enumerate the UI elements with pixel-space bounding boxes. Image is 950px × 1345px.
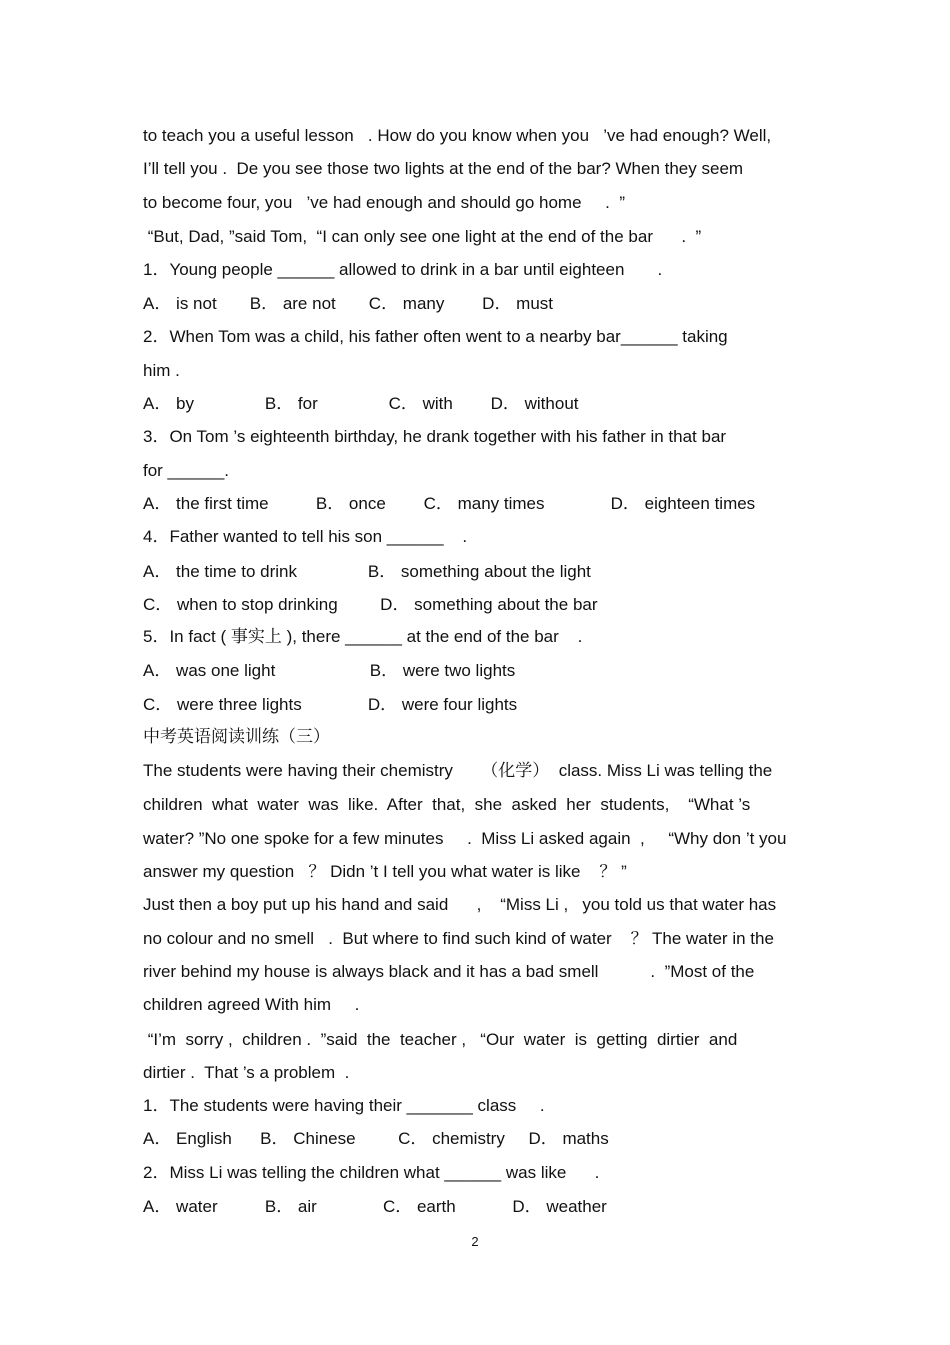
question-line: 4．Father wanted to tell his son ______ .: [143, 527, 468, 546]
page-number: 2: [471, 1234, 479, 1249]
passage-line: The students were having their chemistry （化学） class. Miss Li was telling the: [143, 761, 773, 780]
passage-line: to become four, you ’ve had enough and should go home . ”: [143, 193, 625, 212]
question-line: 2．When Tom was a child, his father often went to a nearby bar______ taking: [143, 327, 728, 346]
passage-line: Just then a boy put up his hand and said , “Miss Li , you told us that water has: [143, 895, 777, 914]
question-line: him .: [143, 361, 180, 380]
options-line: A． is not B． are not C． many D． must: [143, 294, 554, 313]
passage-line: no colour and no smell . But where to find such kind of water ？ The water in the: [143, 929, 774, 948]
passage-line: children agreed With him .: [143, 995, 360, 1014]
options-line: C． were three lights D． were four lights: [143, 695, 518, 714]
passage-line: I’ll tell you . De you see those two lights at the end of the bar? When they seem: [143, 159, 744, 178]
question-line: 1．Young people ______ allowed to drink in a bar until eighteen .: [143, 260, 663, 279]
passage-line: answer my question ？ Didn ’t I tell you what water is like ？ ”: [143, 862, 627, 881]
passage-line: to teach you a useful lesson . How do you know when you ’ve had enough? Well,: [143, 126, 772, 145]
passage-line: water? ”No one spoke for a few minutes . Miss Li asked again , “Why don ’t you: [143, 829, 787, 848]
options-line: A． the time to drink B． something about the light: [143, 562, 591, 581]
passage-line: river behind my house is always black and it has a bad smell . ”Most of the: [143, 962, 755, 981]
options-line: C． when to stop drinking D． something about the bar: [143, 595, 598, 614]
question-line: 5．In fact ( 事实上 ), there ______ at the end of the bar .: [143, 627, 583, 646]
passage-line: dirtier . That ’s a problem .: [143, 1063, 350, 1082]
question-line: 3．On Tom ’s eighteenth birthday, he drank together with his father in that bar: [143, 427, 727, 446]
passage-line: “But, Dad, ”said Tom, “I can only see one light at the end of the bar . ”: [143, 227, 702, 246]
options-line: A． the first time B． once C． many times D． eighteen times: [143, 494, 756, 513]
passage-line: children what water was like. After that, she asked her students, “What ’s: [143, 795, 751, 814]
options-line: A． water B． air C． earth D． weather: [143, 1197, 607, 1216]
options-line: A． by B． for C． with D． without: [143, 394, 579, 413]
options-line: A． English B． Chinese C． chemistry D． maths: [143, 1129, 609, 1148]
section-title: 中考英语阅读训练（三）: [143, 727, 330, 747]
question-line: 1．The students were having their _______ class .: [143, 1096, 545, 1115]
passage-line: “I’m sorry , children . ”said the teacher , “Our water is getting dirtier and: [143, 1030, 738, 1049]
question-line: 2．Miss Li was telling the children what ______ was like .: [143, 1163, 600, 1182]
question-line: for ______.: [143, 461, 230, 480]
options-line: A． was one light B． were two lights: [143, 661, 516, 680]
